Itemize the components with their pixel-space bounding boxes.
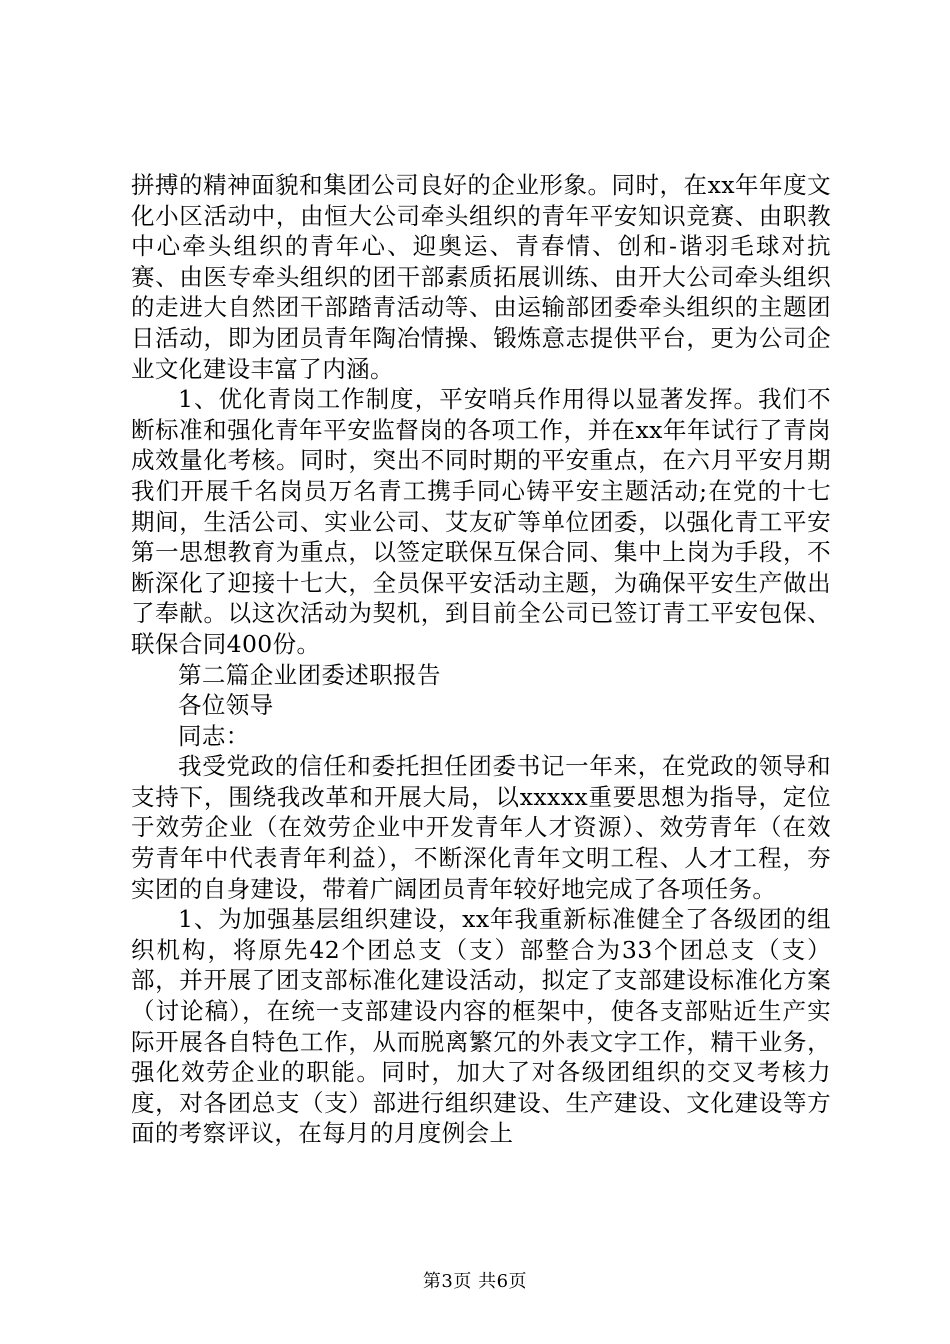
paragraph-continuation: 拼搏的精神面貌和集团公司良好的企业形象。同时，在xx年年度文化小区活动中，由恒大公司牵头组织的青年平安知识竞赛、由职教中心牵头组织的青年心、迎奥运、青春情、创和-谐羽毛球对抗赛、由医专牵头组织的团干部素质拓展训练、由开大公司牵头组织的走进大自然团干部踏青活动等、由运输部团委牵头组织的主题团日活动，即为团员青年陶冶情操、锻炼意志提供平台，更为公司企业文化建设丰富了内涵。 bbox=[131, 171, 831, 383]
document-body bbox=[131, 170, 831, 1149]
salutation-comrades: 同志： bbox=[178, 721, 250, 750]
paragraph-safety-post: 1、优化青岗工作制度，平安哨兵作用得以显著发挥。我们不断标准和强化青年平安监督岗的各项工作，并在xx年年试行了青岗成效量化考核。同时，突出不同时期的平安重点，在六月平安月期我们开展千名岗员万名青工携手同心铸平安主题活动;在党的十七期间，生活公司、实业公司、艾友矿等单位团委，以强化青工平安第一思想教育为重点，以签定联保互保合同、集中上岗为手段，不断深化了迎接十七大，全员保平安活动主题，为确保平安生产做出了奉献。以这次活动为契机，到目前全公司已签订青工平安包保、联保合同400份。 bbox=[131, 385, 831, 658]
section-title: 第二篇企业团委述职报告 bbox=[178, 660, 441, 689]
paragraph-organization: 1、为加强基层组织建设，xx年我重新标准健全了各级团的组织机构，将原先42个团总支（支）部整合为33个团总支（支）部，并开展了团支部标准化建设活动，拟定了支部建设标准化方案（讨论稿），在统一支部建设内容的框架中，使各支部贴近生产实际开展各自特色工作，从而脱离繁冗的外表文字工作，精干业务，强化效劳企业的职能。同时，加大了对各级团组织的交叉考核力度，对各团总支（支）部进行组织建设、生产建设、文化建设等方面的考察评议，在每月的月度例会上 bbox=[131, 905, 831, 1148]
paragraph-intro: 我受党政的信任和委托担任团委书记一年来，在党政的领导和支持下，围绕我改革和开展大局，以xxxxx重要思想为指导，定位于效劳企业（在效劳企业中开发青年人才资源）、效劳青年（在效劳青年中代表青年利益），不断深化青年文明工程、人才工程，夯实团的自身建设，带着广阔团员青年较好地完成了各项任务。 bbox=[131, 752, 831, 903]
salutation-leaders: 各位领导 bbox=[178, 691, 274, 720]
page-footer: 第3页 共6页 bbox=[422, 1271, 528, 1292]
